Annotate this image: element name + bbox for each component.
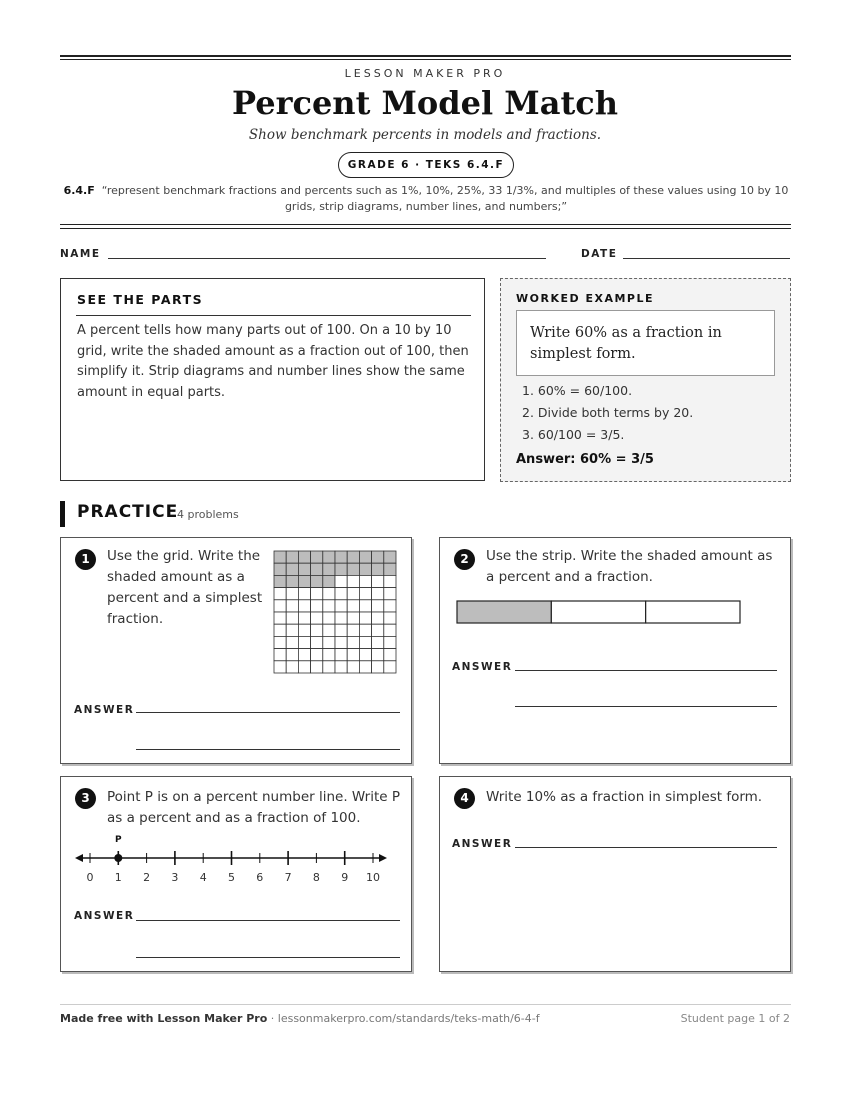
answer-label: ANSWER bbox=[74, 704, 135, 716]
grid-cell bbox=[335, 600, 347, 612]
grid-cell bbox=[274, 661, 286, 673]
grid-cell bbox=[298, 636, 310, 648]
grid-cell bbox=[323, 588, 335, 600]
practice-count: 4 problems bbox=[177, 508, 239, 521]
answer-label: ANSWER bbox=[452, 661, 513, 673]
number-line-tick-label: 7 bbox=[284, 871, 292, 884]
answer-label: ANSWER bbox=[452, 838, 513, 850]
grid-cell bbox=[323, 649, 335, 661]
grid-cell-shaded bbox=[323, 563, 335, 575]
grid-cell bbox=[298, 649, 310, 661]
standard-code: 6.4.F bbox=[63, 184, 95, 197]
grid-cell bbox=[384, 612, 396, 624]
grid-cell bbox=[274, 636, 286, 648]
problem-card-1 bbox=[60, 537, 412, 764]
problem-text: Point P is on a percent number line. Write P as a percent and as a fraction of 100. bbox=[107, 789, 400, 826]
problem-number-badge: 4 bbox=[454, 788, 475, 809]
problem-text: Use the strip. Write the shaded amount as a percent and a fraction. bbox=[486, 548, 773, 585]
grid-cell-shaded bbox=[323, 551, 335, 563]
practice-accent-bar bbox=[60, 501, 65, 527]
grid-cell bbox=[347, 588, 359, 600]
grid-cell bbox=[298, 612, 310, 624]
grid-cell bbox=[359, 588, 371, 600]
grid-cell-shaded bbox=[347, 563, 359, 575]
number-line-tick-label: 8 bbox=[312, 871, 320, 884]
answer-line[interactable] bbox=[136, 920, 400, 921]
page-title: Percent Model Match bbox=[232, 84, 618, 122]
answer-line[interactable] bbox=[136, 957, 400, 958]
grid-cell bbox=[384, 636, 396, 648]
grid-cell-shaded bbox=[274, 563, 286, 575]
grid-cell-shaded bbox=[274, 551, 286, 563]
grid-cell-shaded bbox=[311, 575, 323, 587]
grid-cell bbox=[347, 661, 359, 673]
grid-cell-shaded bbox=[298, 575, 310, 587]
grid-cell bbox=[335, 612, 347, 624]
grid-cell-shaded bbox=[384, 563, 396, 575]
grid-cell bbox=[384, 588, 396, 600]
top-rule-1 bbox=[60, 55, 791, 57]
grid-cell bbox=[335, 661, 347, 673]
brand-name: LESSON MAKER PRO bbox=[344, 67, 506, 80]
grid-cell-shaded bbox=[311, 563, 323, 575]
number-line-tick-label: 1 bbox=[114, 871, 122, 884]
grid-cell bbox=[359, 600, 371, 612]
grid-cell-shaded bbox=[298, 563, 310, 575]
grid-cell bbox=[372, 575, 384, 587]
grid-cell bbox=[359, 661, 371, 673]
grid-cell bbox=[335, 588, 347, 600]
grid-cell-shaded bbox=[335, 563, 347, 575]
problem-text: Write 10% as a fraction in simplest form. bbox=[486, 789, 763, 805]
right-arrow-icon bbox=[379, 854, 387, 862]
answer-line[interactable] bbox=[515, 706, 777, 707]
top-rule-2 bbox=[60, 59, 791, 60]
grid-cell bbox=[311, 661, 323, 673]
grid-cell-shaded bbox=[372, 551, 384, 563]
grid-cell bbox=[335, 624, 347, 636]
problem-number-badge: 1 bbox=[75, 549, 96, 570]
worked-example-question: Write 60% as a fraction in simplest form. bbox=[516, 310, 775, 376]
grid-cell-shaded bbox=[323, 575, 335, 587]
grid-cell bbox=[372, 661, 384, 673]
name-label: NAME bbox=[60, 248, 101, 260]
grid-cell bbox=[335, 636, 347, 648]
grid-cell bbox=[384, 575, 396, 587]
date-label: DATE bbox=[581, 248, 618, 260]
worked-example-answer: Answer: 60% = 3/5 bbox=[516, 452, 654, 467]
see-the-parts-box bbox=[60, 278, 485, 481]
mid-rule-1 bbox=[60, 224, 791, 225]
standard-text-block bbox=[62, 183, 790, 215]
grid-cell-shaded bbox=[298, 551, 310, 563]
footer-made-with: Made free with Lesson Maker Pro bbox=[60, 1012, 268, 1025]
grid-cell bbox=[311, 636, 323, 648]
point-p-label: P bbox=[114, 835, 122, 845]
worked-example-step: 2. Divide both terms by 20. bbox=[522, 405, 694, 420]
grid-cell bbox=[372, 612, 384, 624]
grid-cell bbox=[347, 624, 359, 636]
number-line bbox=[71, 833, 391, 885]
grid-cell-shaded bbox=[372, 563, 384, 575]
grid-cell bbox=[384, 600, 396, 612]
grid-cell-shaded bbox=[286, 551, 298, 563]
grid-cell-shaded bbox=[274, 575, 286, 587]
footer-credit bbox=[60, 1012, 540, 1025]
grid-cell bbox=[359, 575, 371, 587]
number-line-tick-label: 6 bbox=[256, 871, 264, 884]
date-field[interactable] bbox=[623, 258, 790, 259]
grid-cell bbox=[347, 575, 359, 587]
grid-cell bbox=[286, 624, 298, 636]
grid-cell bbox=[323, 661, 335, 673]
problem-card-4 bbox=[439, 776, 791, 972]
grid-cell-shaded bbox=[359, 563, 371, 575]
grid-cell bbox=[323, 600, 335, 612]
name-field[interactable] bbox=[108, 258, 546, 259]
grid-cell bbox=[359, 649, 371, 661]
problem-card-2 bbox=[439, 537, 791, 764]
grid-cell bbox=[384, 624, 396, 636]
grid-cell bbox=[286, 588, 298, 600]
answer-line[interactable] bbox=[136, 712, 400, 713]
grid-cell bbox=[298, 624, 310, 636]
footer-url[interactable]: · lessonmakerpro.com/standards/teks-math/6-4-f bbox=[270, 1012, 540, 1025]
mid-rule-2 bbox=[60, 228, 791, 229]
worked-example-box bbox=[500, 278, 791, 482]
worked-example-step: 3. 60/100 = 3/5. bbox=[522, 427, 625, 442]
answer-label: ANSWER bbox=[74, 910, 135, 922]
grid-cell bbox=[311, 588, 323, 600]
grid-cell bbox=[274, 649, 286, 661]
grid-cell bbox=[298, 588, 310, 600]
page-subtitle: Show benchmark percents in models and fractions. bbox=[248, 127, 602, 143]
grid-cell bbox=[286, 636, 298, 648]
answer-line[interactable] bbox=[136, 749, 400, 750]
grid-cell bbox=[286, 649, 298, 661]
grade-badge: GRADE 6 · TEKS 6.4.F bbox=[338, 152, 514, 178]
see-the-parts-body: A percent tells how many parts out of 100. On a 10 by 10 grid, write the shaded amount as a fraction out of 100, then simplify it. Strip diagrams and number lines show the same amount in equal parts. bbox=[77, 323, 469, 400]
grid-cell-shaded bbox=[286, 575, 298, 587]
practice-heading: PRACTICE bbox=[77, 502, 179, 522]
worked-example-heading: WORKED EXAMPLE bbox=[516, 292, 654, 305]
grid-cell bbox=[323, 612, 335, 624]
grid-cell bbox=[359, 636, 371, 648]
number-line-tick-label: 10 bbox=[366, 871, 380, 884]
grid-cell bbox=[372, 588, 384, 600]
grid-cell bbox=[311, 600, 323, 612]
strip-part-shaded bbox=[457, 601, 551, 623]
strip-diagram bbox=[456, 600, 742, 626]
grid-cell bbox=[347, 600, 359, 612]
grid-cell bbox=[384, 649, 396, 661]
number-line-tick-label: 5 bbox=[228, 871, 235, 884]
strip-part bbox=[551, 601, 645, 623]
grid-cell-shaded bbox=[347, 551, 359, 563]
grid-cell bbox=[274, 612, 286, 624]
worked-example-step: 1. 60% = 60/100. bbox=[522, 383, 633, 398]
footer-page-number: Student page 1 of 2 bbox=[680, 1012, 790, 1025]
standard-description: “represent benchmark fractions and percents such as 1%, 10%, 25%, 33 1/3%, and multiples of these values using 10 by 10 grids, strip diagrams, number lines, and numbers;” bbox=[101, 184, 789, 213]
grid-cell bbox=[298, 600, 310, 612]
grid-cell-shaded bbox=[384, 551, 396, 563]
see-the-parts-heading: SEE THE PARTS bbox=[77, 292, 204, 307]
grid-cell bbox=[274, 600, 286, 612]
grid-cell bbox=[286, 600, 298, 612]
grid-cell bbox=[323, 636, 335, 648]
see-the-parts-divider bbox=[76, 315, 471, 316]
problem-number-badge: 2 bbox=[454, 549, 475, 570]
grid-cell bbox=[372, 636, 384, 648]
grid-cell bbox=[311, 649, 323, 661]
grid-cell-shaded bbox=[311, 551, 323, 563]
grid-cell bbox=[274, 588, 286, 600]
number-line-tick-label: 0 bbox=[86, 871, 94, 884]
footer-divider bbox=[60, 1004, 791, 1005]
grid-cell-shaded bbox=[286, 563, 298, 575]
left-arrow-icon bbox=[75, 854, 83, 862]
grid-cell bbox=[286, 661, 298, 673]
grid-cell bbox=[347, 649, 359, 661]
grid-cell-shaded bbox=[359, 551, 371, 563]
grid-cell bbox=[359, 612, 371, 624]
grid-cell bbox=[372, 600, 384, 612]
problem-card-3 bbox=[60, 776, 412, 972]
grid-cell bbox=[311, 612, 323, 624]
grid-cell bbox=[372, 624, 384, 636]
problem-text: Use the grid. Write the shaded amount as a percent and a simplest fraction. bbox=[107, 548, 263, 627]
answer-line[interactable] bbox=[515, 847, 777, 848]
answer-line[interactable] bbox=[515, 670, 777, 671]
grid-cell bbox=[311, 624, 323, 636]
grid-cell bbox=[384, 661, 396, 673]
point-p-marker bbox=[114, 854, 122, 862]
number-line-tick-label: 4 bbox=[199, 871, 207, 884]
grid-cell bbox=[274, 624, 286, 636]
grid-cell bbox=[286, 612, 298, 624]
problem-number-badge: 3 bbox=[75, 788, 96, 809]
number-line-tick-label: 3 bbox=[171, 871, 179, 884]
number-line-tick-label: 2 bbox=[143, 871, 151, 884]
grid-cell bbox=[335, 649, 347, 661]
grid-cell bbox=[347, 612, 359, 624]
number-line-tick-label: 9 bbox=[341, 871, 349, 884]
hundred-grid bbox=[273, 550, 397, 674]
grid-cell bbox=[347, 636, 359, 648]
grid-cell bbox=[323, 624, 335, 636]
strip-part bbox=[646, 601, 740, 623]
grid-cell bbox=[335, 575, 347, 587]
grid-cell bbox=[359, 624, 371, 636]
grid-cell bbox=[372, 649, 384, 661]
grid-cell-shaded bbox=[335, 551, 347, 563]
grid-cell bbox=[298, 661, 310, 673]
